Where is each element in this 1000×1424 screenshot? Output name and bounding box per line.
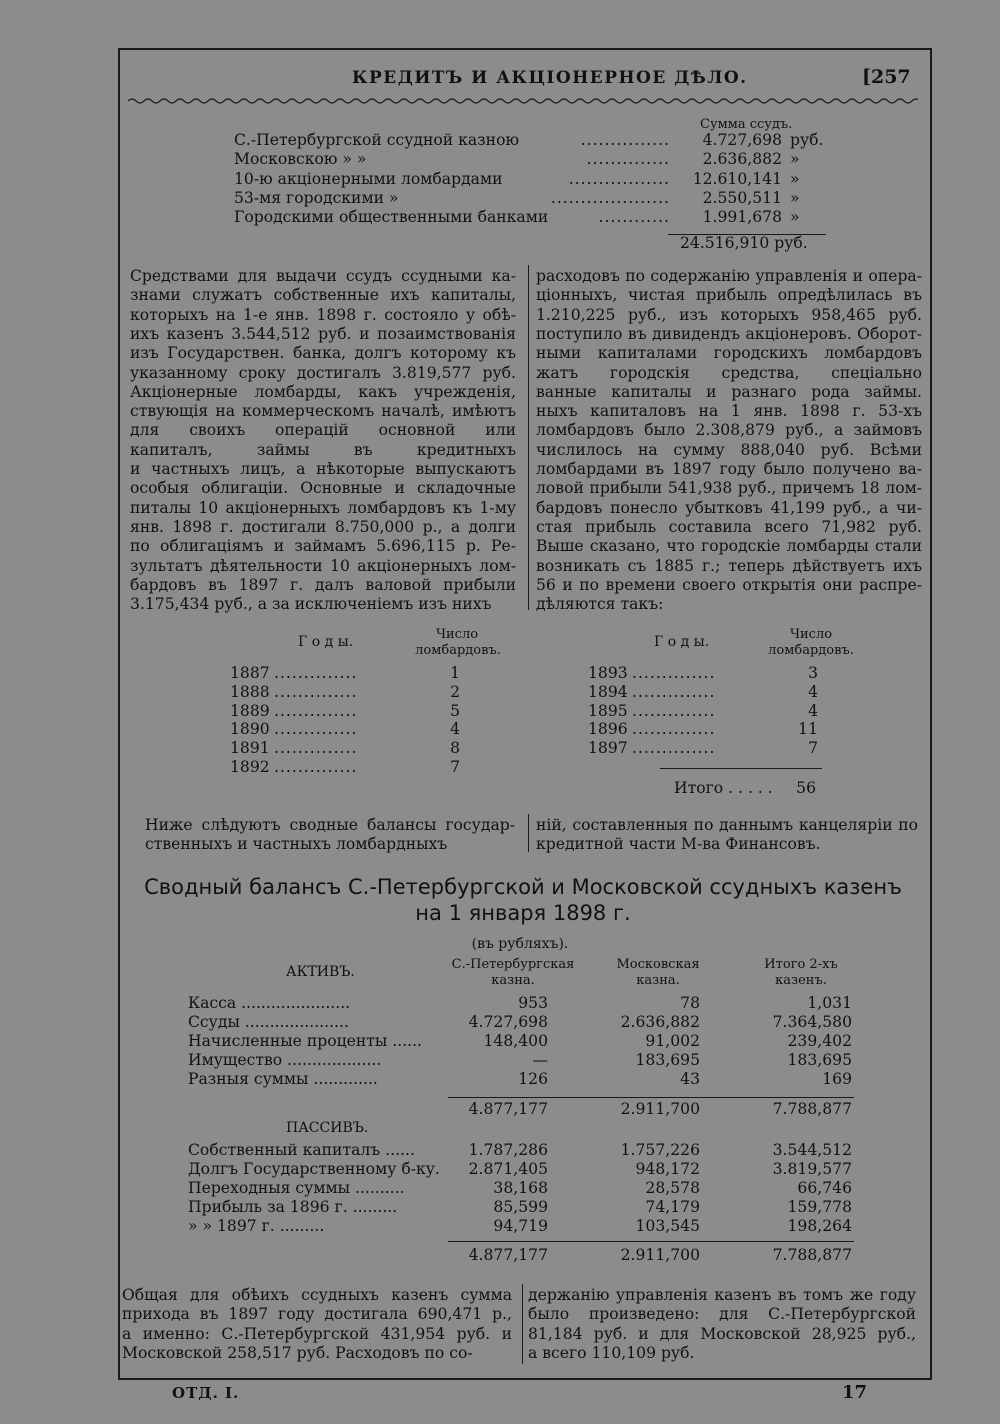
balance-row-label: Переходныя суммы .......... <box>188 1179 405 1197</box>
balance-row-value-3: 3.544,512 <box>772 1141 852 1159</box>
column-divider-1 <box>528 265 529 610</box>
paragraph-line: ствующія на коммерческомъ началѣ, имѣютъ <box>130 402 516 421</box>
paragraph-line: возникать съ 1885 г.; теперь дѣйствуетъ ихъ <box>536 556 922 575</box>
loans-row-value: 2.550,511 <box>702 188 782 207</box>
year-count: 4 <box>450 720 460 739</box>
loans-row-dots: ................. <box>568 169 670 188</box>
paragraph-line: 1.210,225 руб., изъ которыхъ 958,465 руб. <box>536 305 922 324</box>
loans-column-header: Сумма ссудъ. <box>700 117 793 132</box>
balance-row-value-2: 183,695 <box>635 1051 700 1069</box>
balance-active-total-2: 2.911,700 <box>620 1100 700 1118</box>
loans-row-dots: .................... <box>550 188 670 207</box>
balance-row-value-1: 94,719 <box>493 1217 548 1235</box>
year-label: 1896 <box>588 720 628 739</box>
paragraph-line: прихода въ 1897 году достигала 690,471 р., <box>122 1305 512 1324</box>
year-dots: .............. <box>274 682 358 701</box>
balance-row-value-3: 169 <box>822 1070 852 1088</box>
paragraph-line: поступило въ дивидендъ акціонеровъ. Оборот- <box>536 324 922 343</box>
loans-row-label: С.-Петербургской ссудной казною <box>234 131 520 149</box>
footer-section: ОТД. I. <box>172 1384 240 1402</box>
loans-row-unit: » <box>790 188 800 207</box>
year-label: 1893 <box>588 664 628 682</box>
balance-passive-total-2: 2.911,700 <box>620 1246 700 1264</box>
balance-row-label: Разныя суммы ............. <box>188 1070 378 1088</box>
paragraph-line: держанію управленія казенъ въ томъ же году <box>528 1286 916 1304</box>
year-dots: .............. <box>274 758 358 776</box>
paragraph-line: и частныхъ лицъ, а нѣкоторые выпускаютъ <box>130 460 516 478</box>
balance-col3-header-1: Итого 2-хъ <box>764 957 838 972</box>
year-count: 3 <box>808 664 818 682</box>
balance-row-value-2: 91,002 <box>645 1032 700 1050</box>
years-total-value: 56 <box>796 779 816 797</box>
year-count: 4 <box>808 682 818 701</box>
year-dots: .............. <box>632 739 716 758</box>
balance-active-rule <box>448 1097 854 1098</box>
paragraph-line: ловой прибыли 541,938 руб., причемъ 18 лом- <box>536 479 922 498</box>
paragraph-line: Выше сказано, что городскіе ломбарды стали <box>536 537 922 556</box>
year-count: 7 <box>808 739 818 758</box>
paragraph-line: особыя облигаціи. Основные и складочные <box>130 479 516 498</box>
balance-row-label: Имущество ................... <box>188 1051 382 1069</box>
balance-row-value-1: 85,599 <box>493 1198 548 1216</box>
balance-row-label: Прибыль за 1896 г. ......... <box>188 1198 398 1216</box>
balance-row-value-2: 103,545 <box>635 1217 700 1235</box>
paragraph-line: ванные капиталы и разнаго рода займы. <box>536 382 922 401</box>
year-dots: .............. <box>632 664 716 682</box>
year-label: 1888 <box>230 682 270 701</box>
balance-row-value-3: 183,695 <box>787 1051 852 1069</box>
paragraph-line: питалы 10 акціонерныхъ ломбардовъ къ 1-му <box>130 498 516 517</box>
loans-row-value: 1.991,678 <box>702 208 782 227</box>
column-divider-2 <box>528 814 529 852</box>
balance-row-value-2: 948,172 <box>635 1160 700 1178</box>
balance-row-value-1: 4.727,698 <box>468 1013 548 1031</box>
balance-row-value-2: 28,578 <box>645 1179 700 1197</box>
loans-row-dots: ............... <box>580 131 670 149</box>
paragraph-line: Ниже слѣдуютъ сводные балансы государ- <box>145 816 515 834</box>
balance-title-line-1: Сводный балансъ С.-Петербургской и Московской ссудныхъ казенъ <box>144 875 902 899</box>
year-label: 1890 <box>230 720 270 739</box>
year-label: 1894 <box>588 682 628 701</box>
balance-col2-header-1: Московская <box>616 957 700 972</box>
years-left-header: Г о д ы. <box>298 634 354 650</box>
paragraph-line: указанному сроку достигалъ 3.819,577 руб. <box>130 363 516 382</box>
year-label: 1889 <box>230 701 270 720</box>
years-left-count-header-2: ломбардовъ. <box>415 643 501 658</box>
balance-row-value-2: 1.757,226 <box>620 1141 700 1159</box>
balance-row-value-3: 159,778 <box>787 1198 852 1216</box>
balance-passive-label: ПАССИВЪ. <box>286 1120 369 1136</box>
balance-row-label: » » 1897 г. ......... <box>188 1217 325 1235</box>
year-label: 1897 <box>588 739 628 758</box>
paragraph-line: 56 и по времени своего открытія они распре- <box>536 575 922 594</box>
paragraph-line: изъ Государствен. банка, долгъ которому къ <box>130 344 516 363</box>
balance-row-value-1: 38,168 <box>493 1179 548 1197</box>
balance-active-total-3: 7.788,877 <box>772 1100 852 1118</box>
paragraph-line: капиталъ, займы въ кредитныхъ <box>130 440 516 459</box>
paragraph-line: Общая для обѣихъ ссудныхъ казенъ сумма <box>122 1286 512 1304</box>
loans-row-dots: .............. <box>586 150 670 169</box>
paragraph-line: бардовъ въ 1897 г. далъ валовой прибыли <box>130 575 516 594</box>
balance-passive-total-1: 4.877,177 <box>468 1246 548 1264</box>
years-total-label: Итого . . . . . <box>674 779 773 797</box>
balance-col2-header-2: казна. <box>636 973 680 988</box>
balance-row-value-2: 78 <box>680 994 700 1012</box>
year-label: 1895 <box>588 701 628 720</box>
year-count: 5 <box>450 701 460 720</box>
paragraph-line: ныхъ капиталовъ на 1 янв. 1898 г. 53-хъ <box>536 402 922 421</box>
paragraph-line: жатъ городскія средства, спеціально <box>536 363 922 382</box>
loans-row-unit: руб. <box>790 131 824 149</box>
paragraph-line: Акціонерные ломбарды, какъ учрежденія, <box>130 382 516 401</box>
paragraph-line: зультатъ дѣятельности 10 акціонерныхъ лом- <box>130 556 516 575</box>
balance-row-value-3: 1,031 <box>807 994 852 1012</box>
balance-row-value-3: 239,402 <box>787 1032 852 1050</box>
years-left-count-header-1: Число <box>435 627 479 642</box>
year-count: 2 <box>450 682 460 701</box>
balance-row-value-3: 198,264 <box>787 1217 852 1235</box>
paragraph-line: ихъ казенъ 3.544,512 руб. и позаимствованія <box>130 324 516 343</box>
paragraph-line: янв. 1898 г. достигали 8.750,000 р., а долги <box>130 517 516 536</box>
loans-row-value: 12.610,141 <box>692 169 782 188</box>
balance-row-value-1: 953 <box>518 994 548 1012</box>
paragraph-line: 3.175,434 руб., а за исключеніемъ изъ нихъ <box>130 595 492 614</box>
paragraph-line: по облигаціямъ и займамъ 5.696,115 р. Ре- <box>130 537 516 556</box>
loans-row-label: Московскою » » <box>234 150 367 169</box>
paragraph-line: Московской 258,517 руб. Расходовъ по со- <box>122 1343 473 1362</box>
paragraph-line: а именно: С.-Петербургской 431,954 руб. и <box>122 1324 512 1343</box>
paragraph-line: ній, составленныя по даннымъ канцеляріи по <box>536 816 918 834</box>
paragraph-line: стая прибыль составила всего 71,982 руб. <box>536 517 922 536</box>
footer-page-number: 17 <box>842 1382 868 1403</box>
balance-col3-header-2: казенъ. <box>775 973 827 988</box>
balance-passive-rule <box>448 1241 854 1242</box>
year-count: 1 <box>450 664 460 682</box>
year-dots: .............. <box>274 701 358 720</box>
year-label: 1891 <box>230 739 270 758</box>
loans-row-dots: ............ <box>598 208 670 227</box>
balance-row-value-2: 74,179 <box>645 1198 700 1216</box>
paragraph-line: дѣляются такъ: <box>536 595 664 614</box>
years-right-count-header-2: ломбардовъ. <box>768 643 854 658</box>
years-right-count-header-1: Число <box>789 627 833 642</box>
paragraph-line: кредитной части М-ва Финансовъ. <box>536 835 821 854</box>
year-count: 4 <box>808 701 818 720</box>
year-label: 1887 <box>230 664 270 682</box>
loans-row-label: 53-мя городскими » <box>234 188 399 207</box>
loans-row-value: 4.727,698 <box>702 131 782 149</box>
year-count: 7 <box>450 758 460 776</box>
loans-row-unit: » <box>790 208 800 227</box>
balance-active-total-1: 4.877,177 <box>468 1100 548 1118</box>
paragraph-line: Средствами для выдачи ссудъ ссудными ка- <box>130 267 516 285</box>
balance-row-value-3: 3.819,577 <box>772 1160 852 1178</box>
balance-row-label: Ссуды ..................... <box>188 1013 349 1031</box>
column-divider-3 <box>522 1284 523 1364</box>
paragraph-line: ломбардами въ 1897 году было получено ва- <box>536 460 922 478</box>
paragraph-line: ломбардовъ было 2.308,879 руб., а займовъ <box>536 421 922 440</box>
loans-row-unit: » <box>790 169 800 188</box>
year-dots: .............. <box>632 720 716 739</box>
paragraph-line: числилось на сумму 888,040 руб. Всѣми <box>536 440 922 459</box>
paragraph-line: расходовъ по содержанію управленія и опера- <box>536 267 922 285</box>
loans-row-label: 10-ю акціонерными ломбардами <box>234 169 503 188</box>
balance-row-label: Начисленные проценты ...... <box>188 1032 422 1050</box>
balance-active-label: АКТИВЪ. <box>286 964 355 980</box>
paragraph-line: знами служатъ собственные ихъ капиталы, <box>130 286 516 305</box>
paragraph-line: ственныхъ и частныхъ ломбардныхъ <box>145 835 448 854</box>
year-dots: .............. <box>274 720 358 739</box>
paragraph-line: было произведено: для С.-Петербургской <box>528 1305 916 1324</box>
balance-row-value-3: 66,746 <box>797 1179 852 1197</box>
balance-row-value-2: 43 <box>680 1070 700 1088</box>
paragraph-line: которыхъ на 1-е янв. 1898 г. состояло у обѣ- <box>130 305 516 324</box>
balance-row-value-1: — <box>532 1051 548 1069</box>
balance-row-value-3: 7.364,580 <box>772 1013 852 1031</box>
balance-title-line-2: на 1 января 1898 г. <box>415 901 631 925</box>
year-count: 11 <box>798 720 818 739</box>
balance-row-label: Долгъ Государственному б-ку. <box>188 1160 440 1178</box>
running-header-page-number: [257 <box>862 66 911 88</box>
paragraph-line: ными капиталами городскихъ ломбардовъ <box>536 344 922 363</box>
paragraph-line: а всего 110,109 руб. <box>528 1343 695 1362</box>
loans-row-value: 2.636,882 <box>702 150 782 169</box>
loans-total: 24.516,910 руб. <box>680 234 808 252</box>
balance-row-value-1: 148,400 <box>483 1032 548 1050</box>
year-dots: .............. <box>632 701 716 720</box>
balance-row-label: Собственный капиталъ ...... <box>188 1141 415 1159</box>
paragraph-line: для своихъ операцій основной или <box>130 421 516 440</box>
balance-col1-header-1: С.-Петербургская <box>451 957 575 972</box>
year-dots: .............. <box>274 739 358 758</box>
year-label: 1892 <box>230 758 270 776</box>
balance-row-value-1: 1.787,286 <box>468 1141 548 1159</box>
balance-col1-header-2: казна. <box>491 973 535 988</box>
years-total-rule <box>660 768 822 769</box>
loans-row-unit: » <box>790 150 800 169</box>
running-header-title: КРЕДИТЪ И АКЦІОНЕРНОЕ ДѢЛО. <box>352 68 748 88</box>
balance-row-value-2: 2.636,882 <box>620 1013 700 1031</box>
paragraph-line: бардовъ понесло убытковъ 41,199 руб., а чи- <box>536 498 922 517</box>
header-wavy-rule <box>128 96 918 106</box>
balance-units: (въ рубляхъ). <box>471 936 569 952</box>
balance-row-label: Касса ...................... <box>188 994 351 1012</box>
paragraph-line: 81,184 руб. и для Московской 28,925 руб., <box>528 1324 916 1343</box>
balance-row-value-1: 126 <box>518 1070 548 1088</box>
year-count: 8 <box>450 739 460 758</box>
balance-passive-total-3: 7.788,877 <box>772 1246 852 1264</box>
balance-row-value-1: 2.871,405 <box>468 1160 548 1178</box>
year-dots: .............. <box>632 682 716 701</box>
paragraph-line: ціонныхъ, чистая прибыль опредѣлилась въ <box>536 286 922 305</box>
year-dots: .............. <box>274 664 358 682</box>
years-right-header: Г о д ы. <box>654 634 710 650</box>
loans-row-label: Городскими общественными банками <box>234 208 549 227</box>
